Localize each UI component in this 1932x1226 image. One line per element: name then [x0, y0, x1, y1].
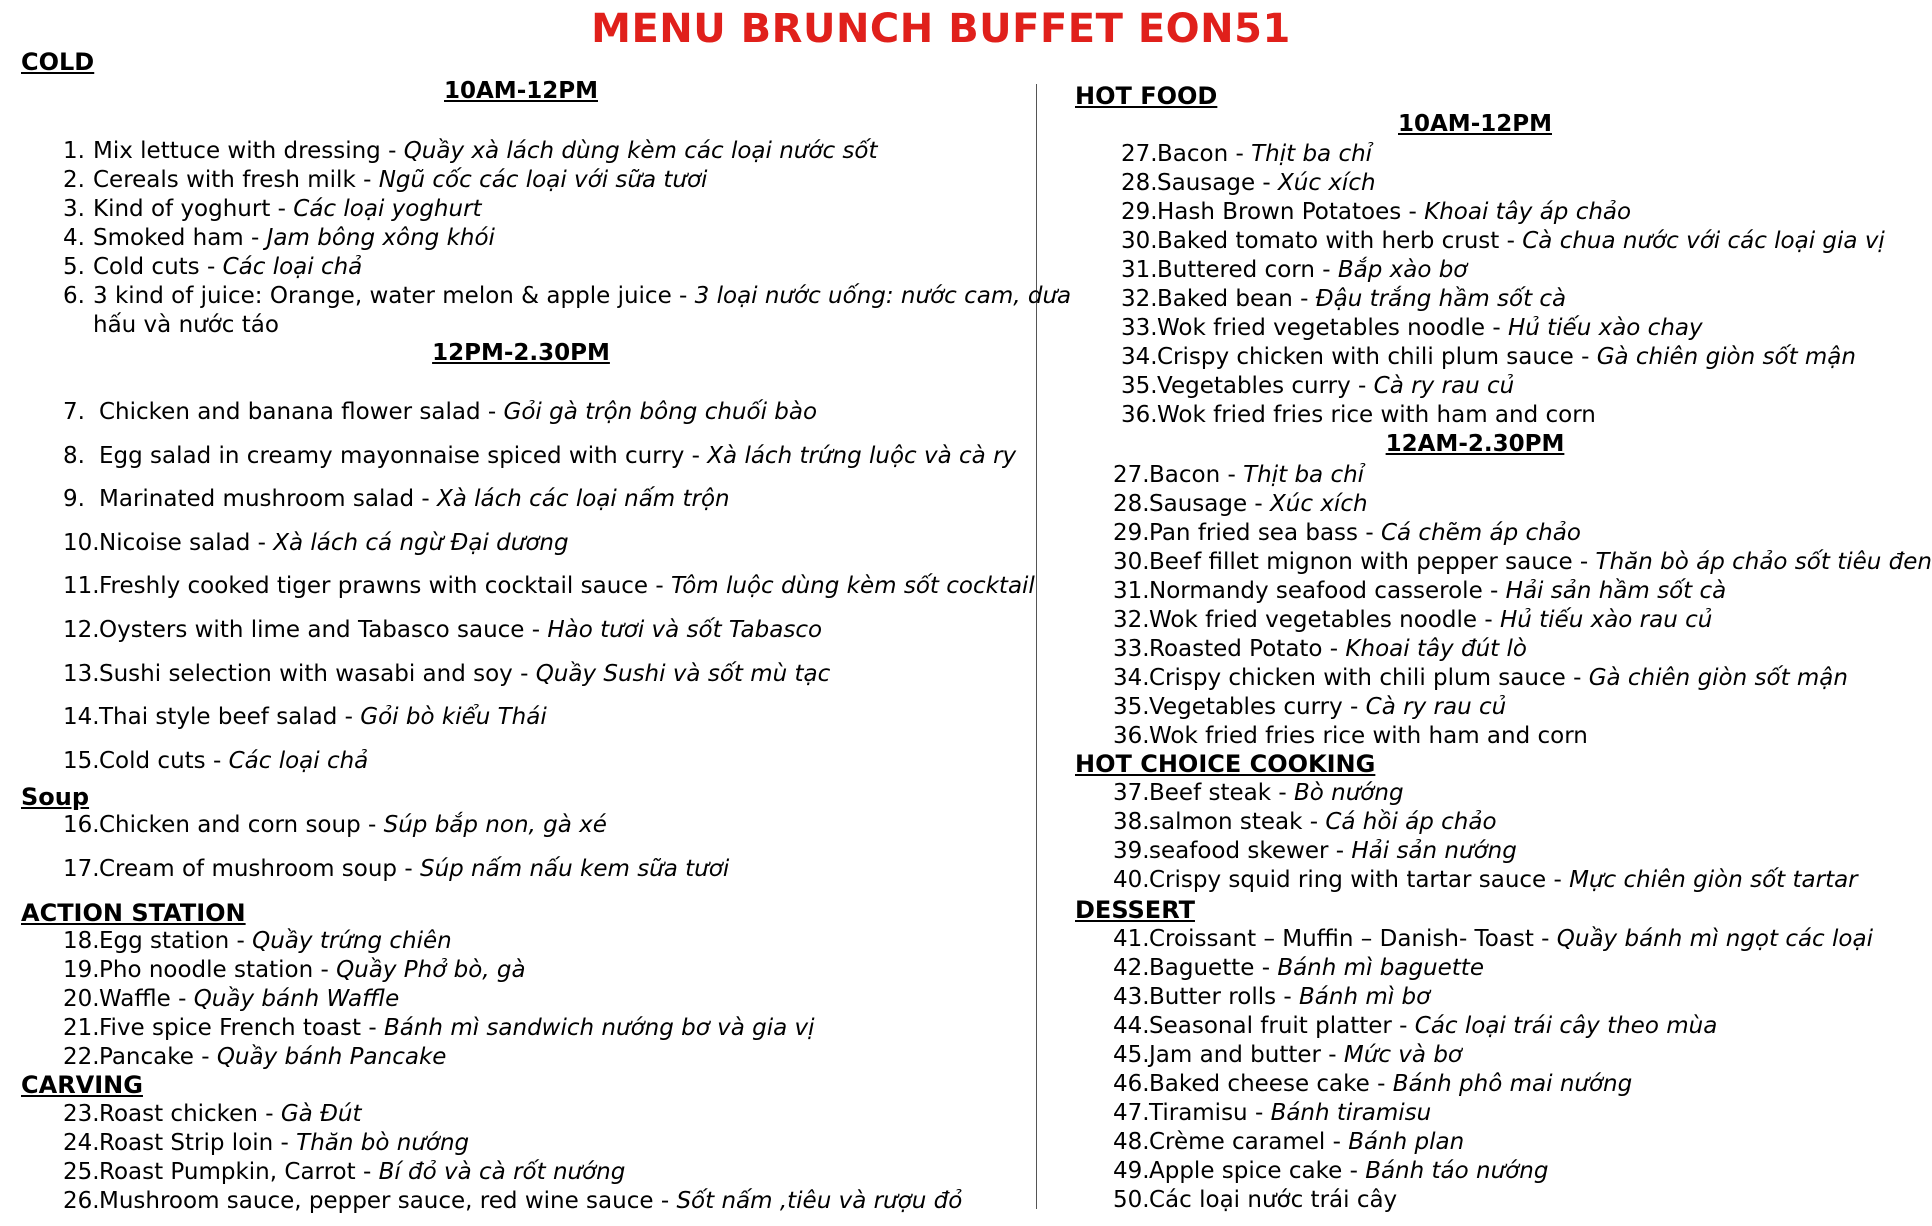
- menu-item-english: Apple spice cake -: [1149, 1158, 1366, 1184]
- menu-item-english: Buttered corn -: [1157, 257, 1338, 283]
- menu-item-number: 28.: [1121, 170, 1158, 196]
- menu-item-number: 28.: [1113, 491, 1150, 517]
- menu-item-vietnamese: Súp bắp non, gà xé: [383, 812, 607, 838]
- menu-item-number: 27.: [1121, 141, 1158, 167]
- menu-item: [1113, 866, 1858, 895]
- menu-item: [63, 485, 730, 514]
- section-heading-soup: Soup: [21, 783, 90, 811]
- menu-item-number: 10.: [63, 529, 100, 556]
- menu-item: [63, 572, 1035, 601]
- menu-item-number: 33.: [1113, 636, 1150, 662]
- menu-item-number: 14.: [63, 704, 100, 731]
- menu-item-english: Roast chicken -: [99, 1101, 281, 1127]
- menu-item-english: Hash Brown Potatoes -: [1157, 199, 1425, 225]
- menu-item-english: Freshly cooked tiger prawns with cocktail sauce -: [99, 573, 672, 600]
- menu-item-vietnamese: Xúc xích: [1270, 491, 1368, 517]
- menu-item-english: Jam and butter -: [1149, 1042, 1344, 1068]
- menu-item: [63, 855, 729, 884]
- menu-item-vietnamese: Các loại chả: [222, 254, 363, 280]
- menu-item-vietnamese: Gỏi gà trộn bông chuối bào: [503, 399, 818, 425]
- menu-item-english: Cold cuts -: [99, 747, 229, 774]
- menu-item: [63, 282, 1071, 311]
- menu-item-vietnamese: Xà lách trứng luộc và cà ry: [707, 442, 1017, 469]
- menu-item-english: Normandy seafood casserole -: [1149, 578, 1506, 604]
- menu-item: [1113, 779, 1404, 808]
- menu-item-english: seafood skewer -: [1149, 838, 1352, 864]
- menu-item-number: 35.: [1113, 694, 1150, 720]
- menu-item-vietnamese: Bánh mì bơ: [1299, 984, 1431, 1010]
- menu-item-vietnamese: Cà ry rau củ: [1373, 373, 1515, 399]
- menu-item-english: Baked tomato with herb crust -: [1157, 228, 1523, 254]
- menu-item-number: 26.: [63, 1188, 100, 1214]
- menu-item-english: Wok fried vegetables noodle -: [1149, 607, 1500, 633]
- menu-item: [1113, 606, 1712, 635]
- menu-item: [63, 1187, 962, 1216]
- menu-item-number: 30.: [1113, 549, 1150, 575]
- menu-item: [63, 616, 822, 645]
- menu-item-number: 18.: [63, 928, 100, 954]
- menu-item-english: Sushi selection with wasabi and soy -: [99, 660, 536, 687]
- menu-item-number: 5.: [63, 254, 85, 280]
- menu-item: [1121, 314, 1703, 343]
- menu-item-vietnamese: Mực chiên giòn sốt tartar: [1569, 867, 1858, 893]
- menu-item-vietnamese: Xúc xích: [1278, 170, 1376, 196]
- menu-item-number: 31.: [1121, 257, 1158, 283]
- menu-item-number: 16.: [63, 812, 100, 838]
- menu-item-number: 29.: [1113, 520, 1150, 546]
- menu-item-vietnamese: Bánh plan: [1348, 1129, 1465, 1155]
- menu-item-number: 8.: [63, 442, 85, 469]
- menu-item-number: 43.: [1113, 984, 1150, 1010]
- menu-item-vietnamese: Đậu trắng hầm sốt cà: [1315, 286, 1567, 312]
- menu-item-number: 34.: [1121, 344, 1158, 370]
- menu-item-english: Vegetables curry -: [1157, 373, 1374, 399]
- menu-item-vietnamese: 3 loại nước uống: nước cam, dưa: [694, 283, 1072, 309]
- section-heading-carving: CARVING: [21, 1071, 143, 1099]
- menu-item: [1113, 954, 1484, 983]
- menu-item: [63, 195, 482, 224]
- menu-item: [1121, 372, 1514, 401]
- menu-item: [1113, 808, 1497, 837]
- menu-item: [1113, 722, 1588, 751]
- menu-item-number: 9.: [63, 486, 85, 513]
- menu-item-number: 32.: [1121, 286, 1158, 312]
- menu-item-english: Seasonal fruit platter -: [1149, 1013, 1415, 1039]
- menu-item-vietnamese: Quầy trứng chiên: [252, 928, 452, 954]
- menu-item-english: Wok fried vegetables noodle -: [1157, 315, 1508, 341]
- menu-item-number: 33.: [1121, 315, 1158, 341]
- menu-item: [1121, 285, 1566, 314]
- menu-item-number: 22.: [63, 1044, 100, 1070]
- menu-item: [1113, 1186, 1397, 1215]
- menu-item-english: 3 kind of juice: Orange, water melon & apple juice -: [93, 283, 695, 309]
- menu-item-vietnamese: Mức và bơ: [1343, 1042, 1462, 1068]
- menu-item-vietnamese: Gà chiên giòn sốt mận: [1588, 665, 1848, 691]
- menu-item-vietnamese: Súp nấm nấu kem sữa tươi: [419, 856, 730, 882]
- menu-item-number: 2.: [63, 167, 85, 193]
- menu-item-english: Bacon -: [1157, 141, 1252, 167]
- menu-item-vietnamese: Ngũ cốc các loại với sữa tươi: [378, 167, 708, 193]
- menu-item-english: Wok fried fries rice with ham and corn: [1157, 402, 1596, 428]
- menu-item-vietnamese: Xà lách các loại nấm trộn: [436, 486, 730, 513]
- menu-item-english: Butter rolls -: [1149, 984, 1300, 1010]
- menu-item-number: 29.: [1121, 199, 1158, 225]
- menu-item-english: Pho noodle station -: [99, 957, 337, 983]
- menu-item-number: 35.: [1121, 373, 1158, 399]
- menu-item: [1113, 1012, 1717, 1041]
- menu-item: [1121, 256, 1467, 285]
- menu-title: MENU BRUNCH BUFFET EON51: [591, 6, 1291, 52]
- menu-item-number: 7.: [63, 399, 85, 425]
- menu-item-vietnamese: Bí đỏ và cà rốt nướng: [378, 1159, 626, 1185]
- menu-item-english: Sausage -: [1149, 491, 1271, 517]
- menu-item-number: 1.: [63, 138, 85, 164]
- menu-item-english: Roast Strip loin -: [99, 1130, 297, 1156]
- menu-item-vietnamese: Quầy Phở bò, gà: [336, 957, 526, 983]
- menu-item-vietnamese: Hủ tiếu xào rau củ: [1499, 607, 1713, 633]
- menu-item-vietnamese: Jam bông xông khói: [266, 225, 495, 251]
- menu-item-vietnamese: Quầy bánh Waffle: [193, 986, 400, 1012]
- menu-item-vietnamese: Bò nướng: [1293, 780, 1404, 806]
- menu-item-number: 32.: [1113, 607, 1150, 633]
- menu-item-number: 19.: [63, 957, 100, 983]
- menu-item: [63, 956, 526, 985]
- section-heading-cold: COLD: [21, 48, 95, 76]
- menu-item: [1113, 1128, 1464, 1157]
- menu-item-number: 48.: [1113, 1129, 1150, 1155]
- menu-item-vietnamese: Khoai tây đút lò: [1345, 636, 1527, 662]
- menu-item: [1113, 461, 1364, 490]
- menu-item: [1121, 343, 1856, 372]
- menu-item-vietnamese: Bánh phô mai nướng: [1392, 1071, 1633, 1097]
- menu-item-vietnamese: Gỏi bò kiểu Thái: [360, 704, 547, 731]
- menu-item-vietnamese: Các loại yoghurt: [293, 196, 482, 222]
- column-divider: [1036, 84, 1037, 1209]
- menu-item: [63, 137, 877, 166]
- menu-item: [1113, 983, 1430, 1012]
- menu-item-vietnamese: Cà chua nước với các loại gia vị: [1522, 228, 1885, 254]
- menu-item: [1121, 401, 1596, 430]
- menu-item-number: 36.: [1113, 723, 1150, 749]
- menu-item-english: Crispy chicken with chili plum sauce -: [1149, 665, 1589, 691]
- menu-item-vietnamese: Bánh mì baguette: [1277, 955, 1484, 981]
- menu-item-number: 45.: [1113, 1042, 1150, 1068]
- section-heading-action-station: ACTION STATION: [21, 899, 246, 927]
- menu-item-vietnamese: Thăn bò áp chảo sốt tiêu đen: [1595, 549, 1932, 575]
- menu-item-vietnamese-continued: hấu và nước táo: [93, 312, 279, 338]
- menu-item-english: Crème caramel -: [1149, 1129, 1349, 1155]
- menu-item: [63, 253, 362, 282]
- menu-item-number: 50.: [1113, 1187, 1150, 1213]
- menu-item: [1113, 1157, 1548, 1186]
- menu-item-vietnamese: Các loại chả: [228, 747, 369, 774]
- menu-item-number: 39.: [1113, 838, 1150, 864]
- menu-item: [63, 1100, 362, 1129]
- menu-item-vietnamese: Quầy bánh mì ngọt các loại: [1556, 926, 1873, 952]
- menu-item-vietnamese: Bắp xào bơ: [1337, 257, 1468, 283]
- menu-item-english: Tiramisu -: [1149, 1100, 1271, 1126]
- menu-item-vietnamese: Bánh tiramisu: [1270, 1100, 1432, 1126]
- menu-item-number: 21.: [63, 1015, 100, 1041]
- menu-item-english: Các loại nước trái cây: [1149, 1187, 1398, 1213]
- menu-item: [1113, 1070, 1632, 1099]
- menu-item: [63, 747, 368, 776]
- menu-item-number: 3.: [63, 196, 85, 222]
- section-heading-dessert: DESSERT: [1075, 896, 1195, 924]
- menu-item-number: 38.: [1113, 809, 1150, 835]
- menu-item-number: 15.: [63, 747, 100, 774]
- menu-item-english: Cereals with fresh milk -: [93, 167, 379, 193]
- menu-item-english: Egg salad in creamy mayonnaise spiced with curry -: [99, 442, 708, 469]
- menu-item-number: 40.: [1113, 867, 1150, 893]
- menu-item-english: Chicken and banana flower salad -: [99, 399, 504, 425]
- menu-item-vietnamese: Gà chiên giòn sốt mận: [1596, 344, 1856, 370]
- menu-item-english: Crispy chicken with chili plum sauce -: [1157, 344, 1597, 370]
- menu-item: [1121, 227, 1885, 256]
- menu-item-english: Mix lettuce with dressing -: [93, 138, 404, 164]
- menu-item-number: 44.: [1113, 1013, 1150, 1039]
- menu-item-english: Bacon -: [1149, 462, 1244, 488]
- menu-item-english: Wok fried fries rice with ham and corn: [1149, 723, 1588, 749]
- menu-item-english: Cream of mushroom soup -: [99, 856, 420, 882]
- menu-item-vietnamese: Thịt ba chỉ: [1243, 462, 1365, 488]
- menu-item: [63, 398, 817, 427]
- menu-item: [1113, 577, 1726, 606]
- menu-item-vietnamese: Hải sản hầm sốt cà: [1505, 578, 1727, 604]
- menu-item-vietnamese: Hải sản nướng: [1351, 838, 1517, 864]
- menu-item-english: Croissant – Muffin – Danish- Toast -: [1149, 926, 1557, 952]
- menu-item: [1121, 169, 1376, 198]
- menu-item-english: Egg station -: [99, 928, 253, 954]
- period-heading-hot-noon: 12AM-2.30PM: [1385, 431, 1565, 457]
- menu-item: [1113, 664, 1848, 693]
- menu-item-number: 4.: [63, 225, 85, 251]
- menu-item: [63, 985, 399, 1014]
- section-heading-hot-food: HOT FOOD: [1075, 82, 1218, 110]
- menu-item-number: 31.: [1113, 578, 1150, 604]
- menu-item-vietnamese: Quầy bánh Pancake: [216, 1044, 447, 1070]
- menu-item-english: Marinated mushroom salad -: [99, 486, 437, 513]
- menu-item-vietnamese: Sốt nấm ,tiêu và rượu đỏ: [676, 1188, 963, 1214]
- menu-item-number: 20.: [63, 986, 100, 1012]
- menu-item-number: 17.: [63, 856, 100, 882]
- menu-item-vietnamese: Hủ tiếu xào chay: [1507, 315, 1703, 341]
- menu-item-number: 36.: [1121, 402, 1158, 428]
- menu-item: [63, 1129, 469, 1158]
- menu-item-number: 23.: [63, 1101, 100, 1127]
- menu-item: [63, 224, 495, 253]
- menu-item-vietnamese: Xà lách cá ngừ Đại dương: [273, 529, 569, 556]
- menu-item: [63, 166, 707, 195]
- menu-item-english: Five spice French toast -: [99, 1015, 384, 1041]
- menu-item-vietnamese: Quầy xà lách dùng kèm các loại nước sốt: [403, 138, 878, 164]
- menu-item-english: Baguette -: [1149, 955, 1278, 981]
- menu-item-number: 42.: [1113, 955, 1150, 981]
- menu-item: [63, 660, 830, 689]
- menu-item-number: 13.: [63, 660, 100, 687]
- menu-item-english: Beef steak -: [1149, 780, 1294, 806]
- menu-item-english: Baked cheese cake -: [1149, 1071, 1393, 1097]
- menu-item: [1113, 693, 1506, 722]
- menu-item-english: Mushroom sauce, pepper sauce, red wine sauce -: [99, 1188, 677, 1214]
- menu-item-number: 24.: [63, 1130, 100, 1156]
- menu-item-number: 25.: [63, 1159, 100, 1185]
- menu-item-vietnamese: Các loại trái cây theo mùa: [1414, 1013, 1718, 1039]
- menu-item-english: Kind of yoghurt -: [93, 196, 294, 222]
- menu-item-english: Pancake -: [99, 1044, 217, 1070]
- menu-item-english: Vegetables curry -: [1149, 694, 1366, 720]
- menu-item: [1113, 635, 1527, 664]
- menu-item: [1121, 140, 1372, 169]
- menu-item-vietnamese: Thịt ba chỉ: [1251, 141, 1373, 167]
- menu-item-number: 37.: [1113, 780, 1150, 806]
- menu-item-vietnamese: Cá chẽm áp chảo: [1380, 520, 1581, 546]
- period-heading-cold-noon: 12PM-2.30PM: [432, 340, 610, 366]
- menu-item-vietnamese: Hào tươi và sốt Tabasco: [547, 617, 823, 643]
- menu-item: [1113, 1099, 1431, 1128]
- menu-item: [63, 927, 452, 956]
- menu-item-number: 41.: [1113, 926, 1150, 952]
- menu-item-number: 49.: [1113, 1158, 1150, 1184]
- menu-item-english: Chicken and corn soup -: [99, 812, 384, 838]
- menu-item-english: Thai style beef salad -: [99, 704, 361, 731]
- menu-item-english: Beef fillet mignon with pepper sauce -: [1149, 549, 1596, 575]
- menu-item: [1113, 548, 1932, 577]
- menu-item: [63, 442, 1016, 471]
- period-heading-hot-morning: 10AM-12PM: [1398, 111, 1552, 137]
- menu-item: [1113, 837, 1517, 866]
- menu-item-vietnamese: Bánh mì sandwich nướng bơ và gia vị: [383, 1015, 815, 1041]
- section-heading-hot-choice-cooking: HOT CHOICE COOKING: [1075, 750, 1376, 778]
- menu-item-vietnamese: Tôm luộc dùng kèm sốt cocktail: [671, 573, 1035, 600]
- menu-item-vietnamese: Thăn bò nướng: [296, 1130, 470, 1156]
- menu-item-english: Smoked ham -: [93, 225, 267, 251]
- menu-item-english: Baked bean -: [1157, 286, 1316, 312]
- menu-item-english: Oysters with lime and Tabasco sauce -: [99, 617, 548, 643]
- menu-item-vietnamese: Cá hồi áp chảo: [1325, 809, 1497, 835]
- menu-item-english: Crispy squid ring with tartar sauce -: [1149, 867, 1570, 893]
- menu-item: [63, 1158, 625, 1187]
- menu-item-number: 6.: [63, 283, 85, 309]
- period-heading-cold-morning: 10AM-12PM: [444, 78, 598, 104]
- menu-item: [1113, 925, 1873, 954]
- menu-item: [1113, 519, 1581, 548]
- menu-item-vietnamese: Gà Đút: [280, 1101, 362, 1127]
- menu-item: [63, 703, 547, 732]
- menu-item-english: Waffle -: [99, 986, 194, 1012]
- menu-item: [1113, 1041, 1462, 1070]
- menu-item-english: Roasted Potato -: [1149, 636, 1346, 662]
- menu-item: [1121, 198, 1631, 227]
- menu-item: [1113, 490, 1368, 519]
- menu-item: [63, 529, 569, 558]
- menu-item-english: Pan fried sea bass -: [1149, 520, 1381, 546]
- menu-item-number: 12.: [63, 617, 100, 643]
- menu-item-vietnamese: Cà ry rau củ: [1365, 694, 1507, 720]
- menu-item-english: Cold cuts -: [93, 254, 223, 280]
- menu-item-vietnamese: Bánh táo nướng: [1365, 1158, 1549, 1184]
- menu-item: [63, 1043, 446, 1072]
- menu-item-number: 27.: [1113, 462, 1150, 488]
- menu-item-number: 34.: [1113, 665, 1150, 691]
- menu-item-english: Sausage -: [1157, 170, 1279, 196]
- menu-item-number: 11.: [63, 573, 100, 600]
- menu-item-english: Roast Pumpkin, Carrot -: [99, 1159, 379, 1185]
- menu-item-vietnamese: Khoai tây áp chảo: [1424, 199, 1632, 225]
- menu-item: [63, 1014, 815, 1043]
- menu-item: [63, 811, 607, 840]
- menu-item-number: 30.: [1121, 228, 1158, 254]
- menu-item-english: salmon steak -: [1149, 809, 1326, 835]
- menu-item-english: Nicoise salad -: [99, 529, 274, 556]
- menu-item-number: 46.: [1113, 1071, 1150, 1097]
- menu-item-vietnamese: Quầy Sushi và sốt mù tạc: [535, 660, 831, 687]
- menu-item-number: 47.: [1113, 1100, 1150, 1126]
